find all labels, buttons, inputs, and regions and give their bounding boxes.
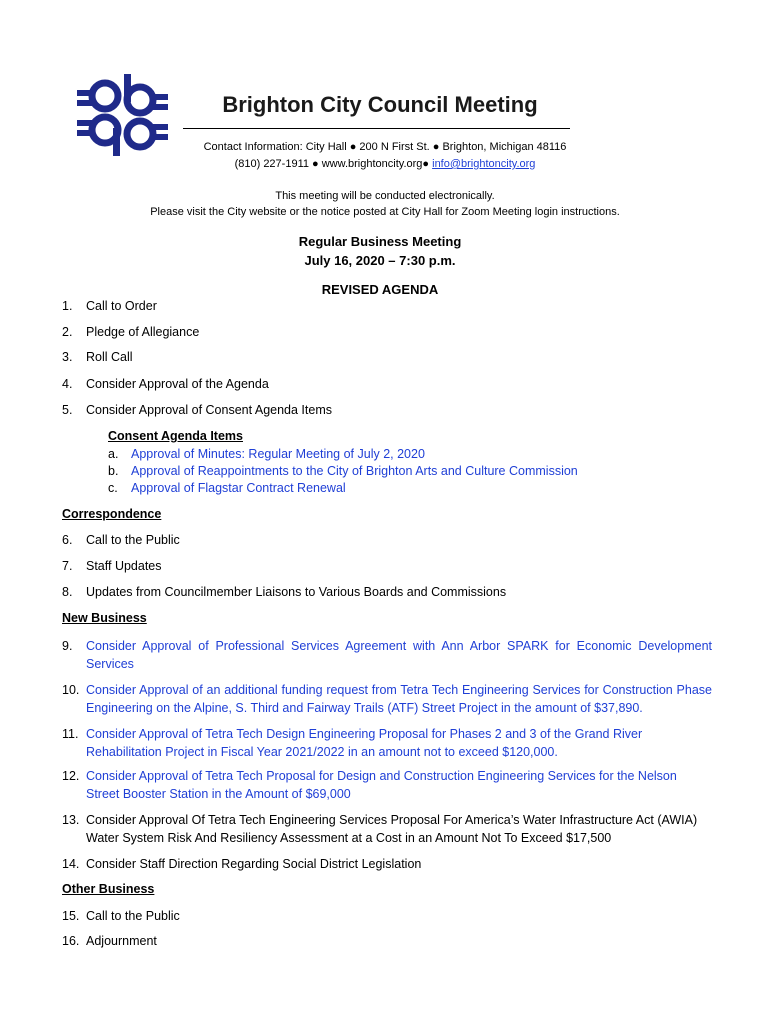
item-number: 11. [62,727,79,741]
section-correspondence: Correspondence [62,507,162,521]
item-link[interactable]: Consider Approval of Tetra Tech Proposal for Design and Construction Engineering Services for the Nelson Street Booster Station in the Amount of $69,000 [86,769,677,801]
agenda-item [62,856,712,874]
item-number: 4. [62,377,73,391]
consent-item [108,446,668,463]
page-title: Brighton City Council Meeting [222,92,538,117]
logo-stem-bl [113,128,120,156]
item-text: Call to Order [86,299,157,313]
logo-ring-tl [92,83,118,109]
item-number: 1. [62,299,73,313]
meeting-date: July 16, 2020 – 7:30 p.m. [304,253,456,268]
item-number: 10. [62,683,80,697]
agenda-item [62,324,712,342]
logo-bar-br [152,124,168,130]
consent-agenda-title: Consent Agenda Items [108,429,243,443]
agenda-item [62,768,712,803]
notice-line-1: This meeting will be conducted electronically. [275,190,495,202]
agenda-item [62,558,712,576]
item-number: 6. [62,533,73,547]
agenda-item [62,376,712,394]
agenda-item [62,584,712,602]
agenda-title: REVISED AGENDA [321,282,439,297]
consent-item [108,463,668,480]
contact-line: Contact Information: City Hall ● 200 N First St. ● Brighton, Michigan 48116 [203,141,567,153]
item-number: 7. [62,559,73,573]
item-text: Consider Approval Of Tetra Tech Engineering Services Proposal For America’s Water Infrastructure Act (AWIA) Water System Risk And Resiliency Assessment at a Cost in an Amount Not To Exceed $17,500 [86,813,698,845]
logo-bar-bl2 [77,130,93,136]
agenda-item [62,812,712,847]
agenda-item [62,298,712,316]
item-number: 12. [62,769,80,783]
item-text: Pledge of Allegiance [86,325,200,339]
logo-bar-bl [77,120,93,126]
logo-stem-tr [124,74,131,102]
title-divider [183,128,570,129]
phone-web-line [120,158,650,170]
consent-item [108,480,668,497]
item-number: 14. [62,857,80,871]
item-text: Updates from Councilmember Liaisons to Various Boards and Commissions [86,585,507,599]
item-text: Consider Approval of Consent Agenda Items [86,403,332,417]
agenda-item [62,402,712,420]
logo-bar-tl2 [77,100,93,106]
item-text: Call to the Public [86,533,180,547]
logo-bar-tl [77,90,93,96]
consent-letter: b. [108,464,119,478]
item-text: Staff Updates [86,559,162,573]
agenda-item [62,933,712,951]
agenda-item [62,638,712,673]
item-number: 8. [62,585,73,599]
item-text: Consider Staff Direction Regarding Social District Legislation [86,857,422,871]
item-text: Adjournment [86,934,157,948]
consent-letter: c. [108,481,118,495]
agenda-item [62,726,712,761]
item-text: Call to the Public [86,909,180,923]
item-number: 5. [62,403,73,417]
item-number: 2. [62,325,73,339]
agenda-item [62,682,712,717]
logo-bar-tr [152,94,168,100]
consent-link[interactable]: Approval of Flagstar Contract Renewal [131,481,346,495]
item-link[interactable]: Consider Approval of Professional Services Agreement with Ann Arbor SPARK for Economic Development Services [86,639,712,671]
email-link[interactable]: info@brightoncity.org [432,158,536,170]
agenda-item [62,349,712,367]
item-number: 15. [62,909,80,923]
item-number: 9. [62,639,73,653]
item-number: 13. [62,813,80,827]
item-link[interactable]: Consider Approval of Tetra Tech Design Engineering Proposal for Phases 2 and 3 of the Grand River Rehabilitation Project in Fiscal Year 2021/2022 in an amount not to exceed $120,000. [86,727,643,759]
consent-link[interactable]: Approval of Reappointments to the City of Brighton Arts and Culture Commission [131,464,578,478]
item-number: 3. [62,350,73,364]
item-number: 16. [62,934,80,948]
notice-line-2: Please visit the City website or the notice posted at City Hall for Zoom Meeting login instructions. [150,206,620,218]
consent-letter: a. [108,447,119,461]
consent-link[interactable]: Approval of Minutes: Regular Meeting of July 2, 2020 [131,447,425,461]
meeting-type: Regular Business Meeting [298,234,462,249]
section-new-business: New Business [62,611,147,625]
item-text: Consider Approval of the Agenda [86,377,269,391]
agenda-item [62,908,712,926]
logo-bar-tr2 [152,104,168,110]
section-other-business: Other Business [62,882,155,896]
item-text: Roll Call [86,350,133,364]
agenda-item [62,532,712,550]
phone-web-text: (810) 227-1911 ● www.brightoncity.org● [234,158,433,170]
logo-bar-br2 [152,134,168,140]
item-link[interactable]: Consider Approval of an additional funding request from Tetra Tech Engineering Services for Construction Phase Engineering on the Alpine, S. Third and Fairway Trails (ATF) Street Project in the amount of $37,890. [86,683,712,715]
